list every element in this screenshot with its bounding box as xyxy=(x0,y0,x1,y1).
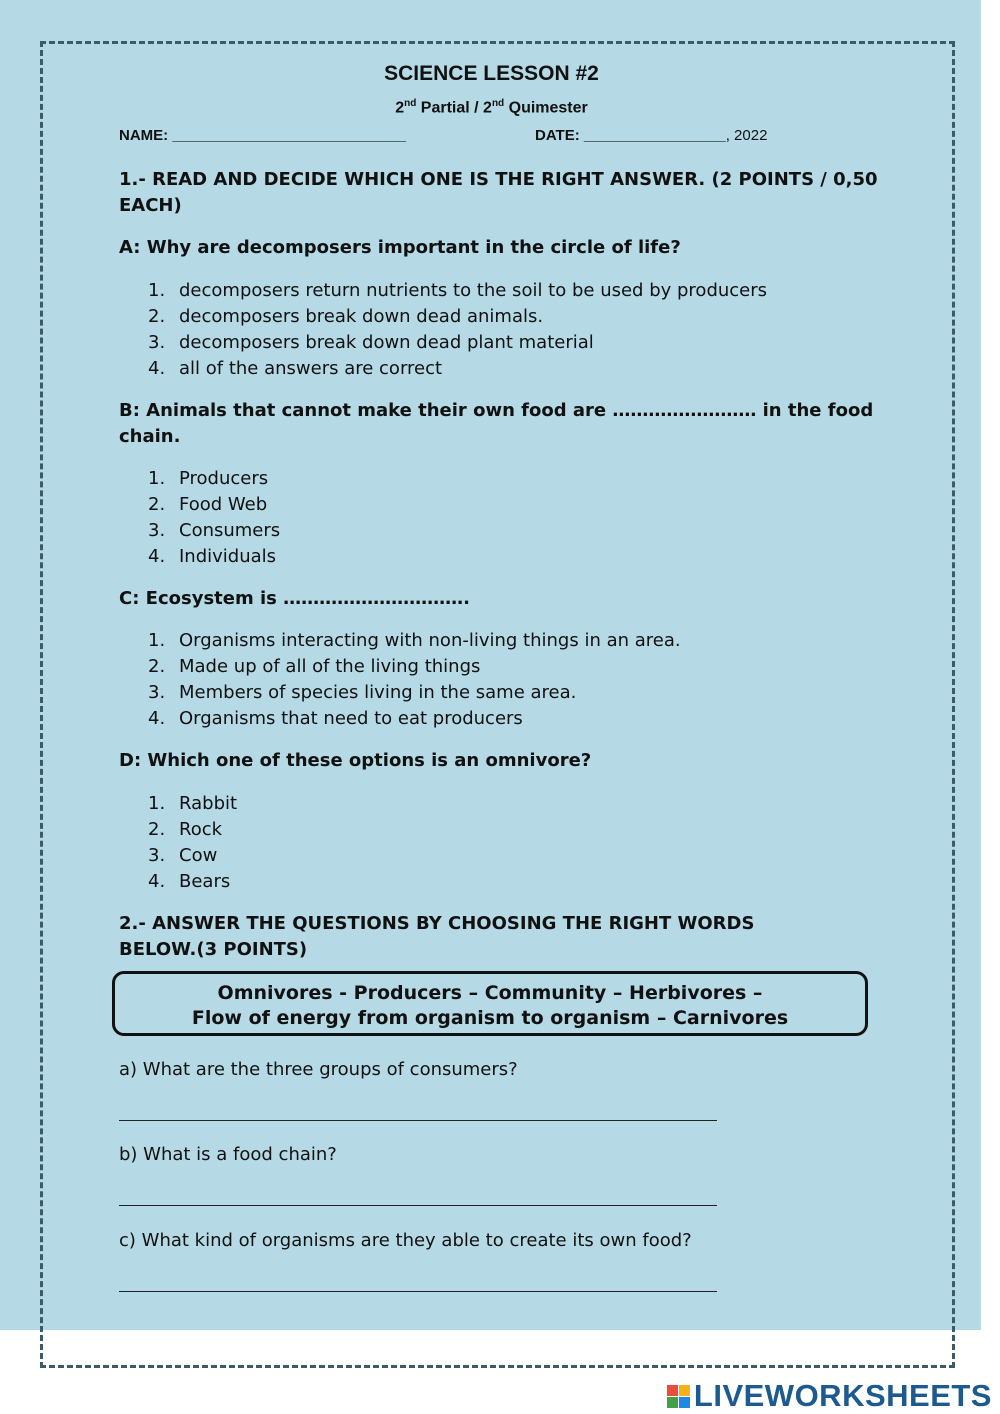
page-subtitle: 2nd Partial / 2nd Quimester xyxy=(395,98,588,117)
logo-mark-icon xyxy=(667,1385,690,1408)
option-item[interactable]: 1. decomposers return nutrients to the soil to be used by producers xyxy=(148,280,768,301)
word-bank-line: Omnivores - Producers – Community – Herbivores – xyxy=(217,982,763,1004)
option-item[interactable]: 4. Organisms that need to eat producers xyxy=(148,708,523,729)
option-item[interactable]: 4. all of the answers are correct xyxy=(148,358,443,379)
option-item[interactable]: 3. decomposers break down dead plant material xyxy=(148,332,594,353)
option-item[interactable]: 3. Consumers xyxy=(148,520,281,541)
option-item[interactable]: 2. Rock xyxy=(148,819,223,840)
question-2b: b) What is a food chain? xyxy=(119,1144,337,1165)
answer-line-b[interactable] xyxy=(119,1205,717,1206)
section-2-heading: 2.- ANSWER THE QUESTIONS BY CHOOSING THE RIGHT WORDS BELOW.(3 POINTS) xyxy=(119,913,755,960)
question-2a: a) What are the three groups of consumers? xyxy=(119,1059,518,1080)
option-item[interactable]: 3. Members of species living in the same area. xyxy=(148,682,577,703)
option-item[interactable]: 1. Rabbit xyxy=(148,793,238,814)
logo-text: LIVEWORKSHEETS xyxy=(693,1378,992,1413)
option-item[interactable]: 2. decomposers break down dead animals. xyxy=(148,306,544,327)
option-item[interactable]: 1. Organisms interacting with non-living things in an area. xyxy=(148,630,681,651)
section-1-heading: 1.- READ AND DECIDE WHICH ONE IS THE RIGHT ANSWER. (2 POINTS / 0,50 EACH) xyxy=(119,169,878,216)
question-2c: c) What kind of organisms are they able to create its own food? xyxy=(119,1230,692,1251)
date-field[interactable]: DATE: _________________, 2022 xyxy=(535,127,768,144)
option-item[interactable]: 4. Bears xyxy=(148,871,231,892)
answer-line-a[interactable] xyxy=(119,1120,717,1121)
options-c xyxy=(148,628,681,732)
options-d xyxy=(148,791,237,895)
option-item[interactable]: 2. Made up of all of the living things xyxy=(148,656,481,677)
name-field[interactable]: NAME: ____________________________ xyxy=(119,127,406,144)
options-a xyxy=(148,278,767,382)
question-d: D: Which one of these options is an omnivore? xyxy=(119,750,592,771)
option-item[interactable]: 2. Food Web xyxy=(148,494,268,515)
options-b xyxy=(148,466,280,570)
option-item[interactable]: 3. Cow xyxy=(148,845,218,866)
liveworksheets-logo xyxy=(667,1378,992,1414)
question-c: C: Ecosystem is …………………………. xyxy=(119,588,470,609)
page-title: SCIENCE LESSON #2 xyxy=(384,62,599,85)
word-bank-line: Flow of energy from organism to organism – Carnivores xyxy=(191,1007,789,1029)
question-a: A: Why are decomposers important in the circle of life? xyxy=(119,237,681,258)
option-item[interactable]: 4. Individuals xyxy=(148,546,277,567)
answer-line-c[interactable] xyxy=(119,1291,717,1292)
option-item[interactable]: 1. Producers xyxy=(148,468,269,489)
word-bank xyxy=(112,971,868,1036)
question-b: B: Animals that cannot make their own food are …………………… in the food chain. xyxy=(119,400,874,447)
